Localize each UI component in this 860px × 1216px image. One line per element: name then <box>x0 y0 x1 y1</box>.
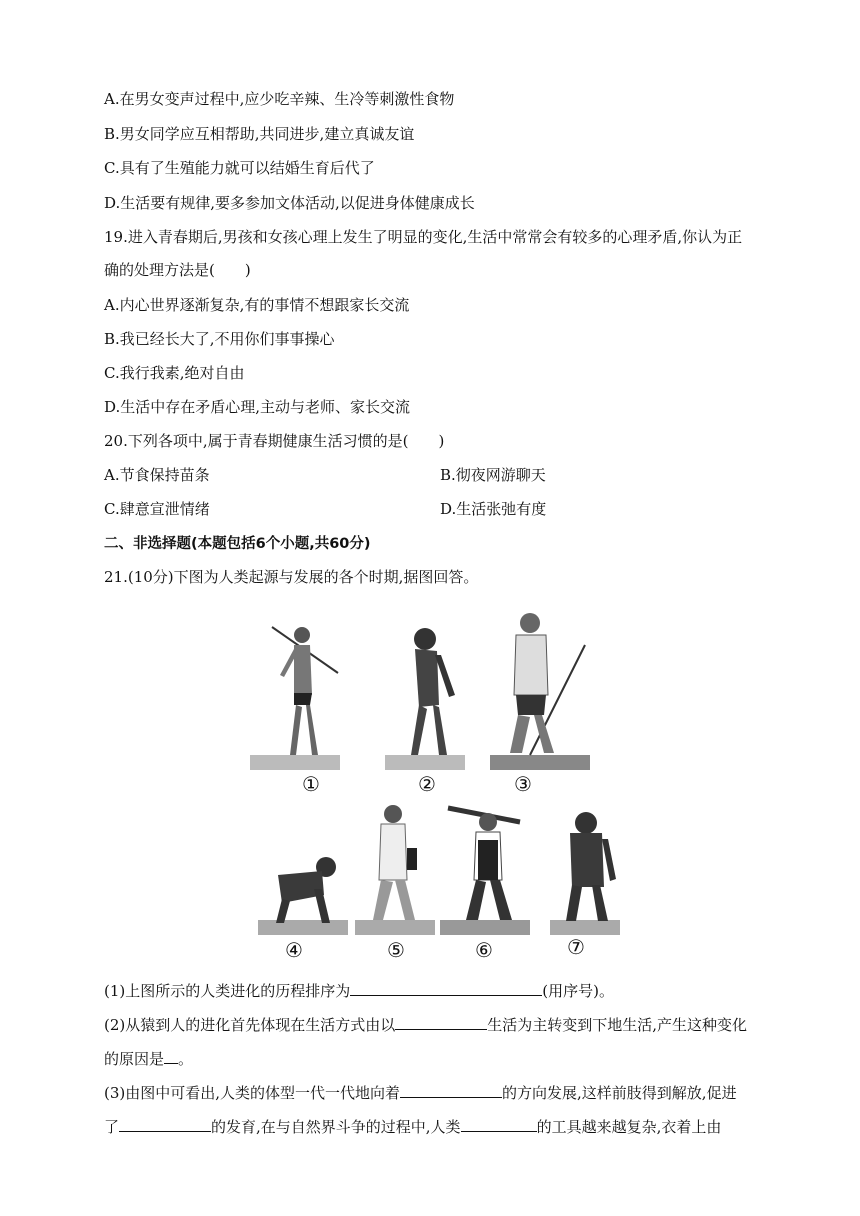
figure-label-3: ③ <box>514 772 532 796</box>
q20-option-c: C.肆意宣泄情绪 <box>104 500 210 518</box>
q19-option-a: A.内心世界逐渐复杂,有的事情不想跟家长交流 <box>104 296 410 314</box>
q21-part2-line2: 的原因是 。 <box>104 1050 194 1068</box>
q18-option-c: C.具有了生殖能力就可以结婚生育后代了 <box>104 159 375 177</box>
q20-option-a: A.节食保持苗条 <box>104 466 210 484</box>
figure-label-7: ⑦ <box>567 935 585 959</box>
answer-blank-3[interactable] <box>164 1048 178 1064</box>
figure-label-6: ⑥ <box>475 938 493 962</box>
figure-4-image <box>258 845 348 935</box>
section2-title: 二、非选择题(本题包括6个小题,共60分) <box>104 536 371 552</box>
figure-label-2: ② <box>418 772 436 796</box>
q20-stem: 20.下列各项中,属于青春期健康生活习惯的是( ) <box>104 432 445 450</box>
q21-part3-line1: (3)由图中可看出,人类的体型一代一代地向着 的方向发展,这样前肢得到解放,促进 <box>104 1084 737 1102</box>
figure-2-image <box>385 615 465 770</box>
q21-stem: 21.(10分)下图为人类起源与发展的各个时期,据图回答。 <box>104 568 479 586</box>
q20-option-d: D.生活张弛有度 <box>440 500 547 518</box>
q19-stem-line2: 确的处理方法是( ) <box>104 261 251 279</box>
q18-option-d: D.生活要有规律,要多参加文体活动,以促进身体健康成长 <box>104 194 475 212</box>
answer-blank-4[interactable] <box>400 1082 502 1098</box>
figure-3-image <box>490 605 590 770</box>
q19-option-b: B.我已经长大了,不用你们事事操心 <box>104 330 335 348</box>
figure-label-1: ① <box>302 772 320 796</box>
q18-option-b: B.男女同学应互相帮助,共同进步,建立真诚友谊 <box>104 125 415 143</box>
answer-blank-2[interactable] <box>395 1014 487 1030</box>
figure-label-5: ⑤ <box>387 938 405 962</box>
figure-7-image <box>550 805 620 935</box>
q21-part1: (1)上图所示的人类进化的历程排序为 (用序号)。 <box>104 982 614 1000</box>
q21-part2-line1: (2)从猿到人的进化首先体现在生活方式由以 生活为主转变到下地生活,产生这种变化 <box>104 1016 748 1034</box>
q19-stem-line1: 19.进入青春期后,男孩和女孩心理上发生了明显的变化,生活中常常会有较多的心理矛盾,你认为正 <box>104 228 743 246</box>
figure-6-image <box>440 800 530 935</box>
q21-part3-line2: 了 的发育,在与自然界斗争的过程中,人类 的工具越来越复杂,衣着上由 <box>104 1118 722 1136</box>
figure-5-image <box>355 800 435 935</box>
answer-blank-1[interactable] <box>350 980 542 996</box>
q20-option-b: B.彻夜网游聊天 <box>440 466 546 484</box>
figure-label-4: ④ <box>285 938 303 962</box>
q19-option-d: D.生活中存在矛盾心理,主动与老师、家长交流 <box>104 398 411 416</box>
q19-option-c: C.我行我素,绝对自由 <box>104 364 245 382</box>
figure-1-image <box>250 605 340 770</box>
answer-blank-5[interactable] <box>119 1116 211 1132</box>
answer-blank-6[interactable] <box>461 1116 537 1132</box>
q18-option-a: A.在男女变声过程中,应少吃辛辣、生冷等刺激性食物 <box>104 90 455 108</box>
